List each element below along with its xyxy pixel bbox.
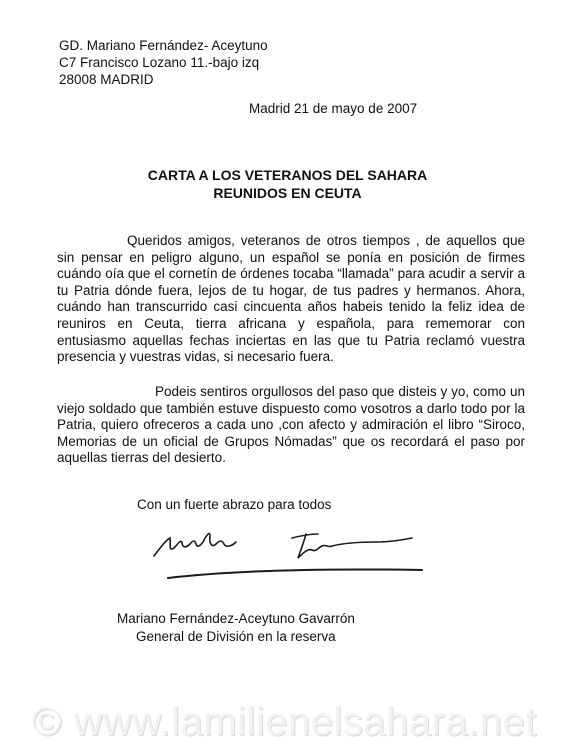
sender-street: C7 Francisco Lozano 11.-bajo izq [59, 55, 260, 70]
signer-rank: General de División en la reserva [136, 629, 336, 644]
handwritten-signature [140, 518, 430, 584]
sender-address [59, 37, 268, 88]
letter-date: Madrid 21 de mayo de 2007 [249, 101, 418, 116]
title-line-2: REUNIDOS EN CEUTA [213, 185, 362, 201]
paragraph-1-text: Queridos amigos, veteranos de otros tiempos , de aquellos que sin pensar en peligro alguno, un español se ponía en posición de firmes cuándo oía que el cornetín de órdenes tocaba “llamada” para acudir a servir a tu Patria dónde fuera, lejos de tu hogar, de tus padres y hermanos. Ahora, cuándo han transcurrido casi cincuenta años habeis tenido la feliz idea de reuniros en Ceuta, tierra africana y española, para rememorar con entusiasmo aquellas fechas inciertas en las que tu Patria reclamó vuestra presencia y vuestras vidas, si necesario fuera. [57, 233, 525, 365]
sender-city: 28008 MADRID [59, 72, 154, 87]
body-paragraph-2 [57, 384, 525, 467]
title-line-1: CARTA A LOS VETERANOS DEL SAHARA [147, 167, 428, 183]
body-paragraph-1 [57, 233, 525, 366]
watermark: © www.lamilienelsahara.net [32, 700, 537, 744]
sender-name: GD. Mariano Fernández- Aceytuno [59, 38, 268, 53]
signer-block [117, 610, 355, 646]
closing-line: Con un fuerte abrazo para todos [137, 497, 332, 512]
signer-name: Mariano Fernández-Aceytuno Gavarrón [117, 611, 355, 626]
letter-title [0, 166, 569, 202]
paragraph-2-text: Podeis sentiros orgullosos del paso que disteis y yo, como un viejo soldado que también estuve dispuesto como vosotros a darlo todo por la Patria, quiero ofreceros a cada uno ,con afecto y admiración el libro “Siroco, Memorias de un oficial de Grupos Nómadas” que os recordará el paso por aquellas tierras del desierto. [57, 384, 525, 466]
